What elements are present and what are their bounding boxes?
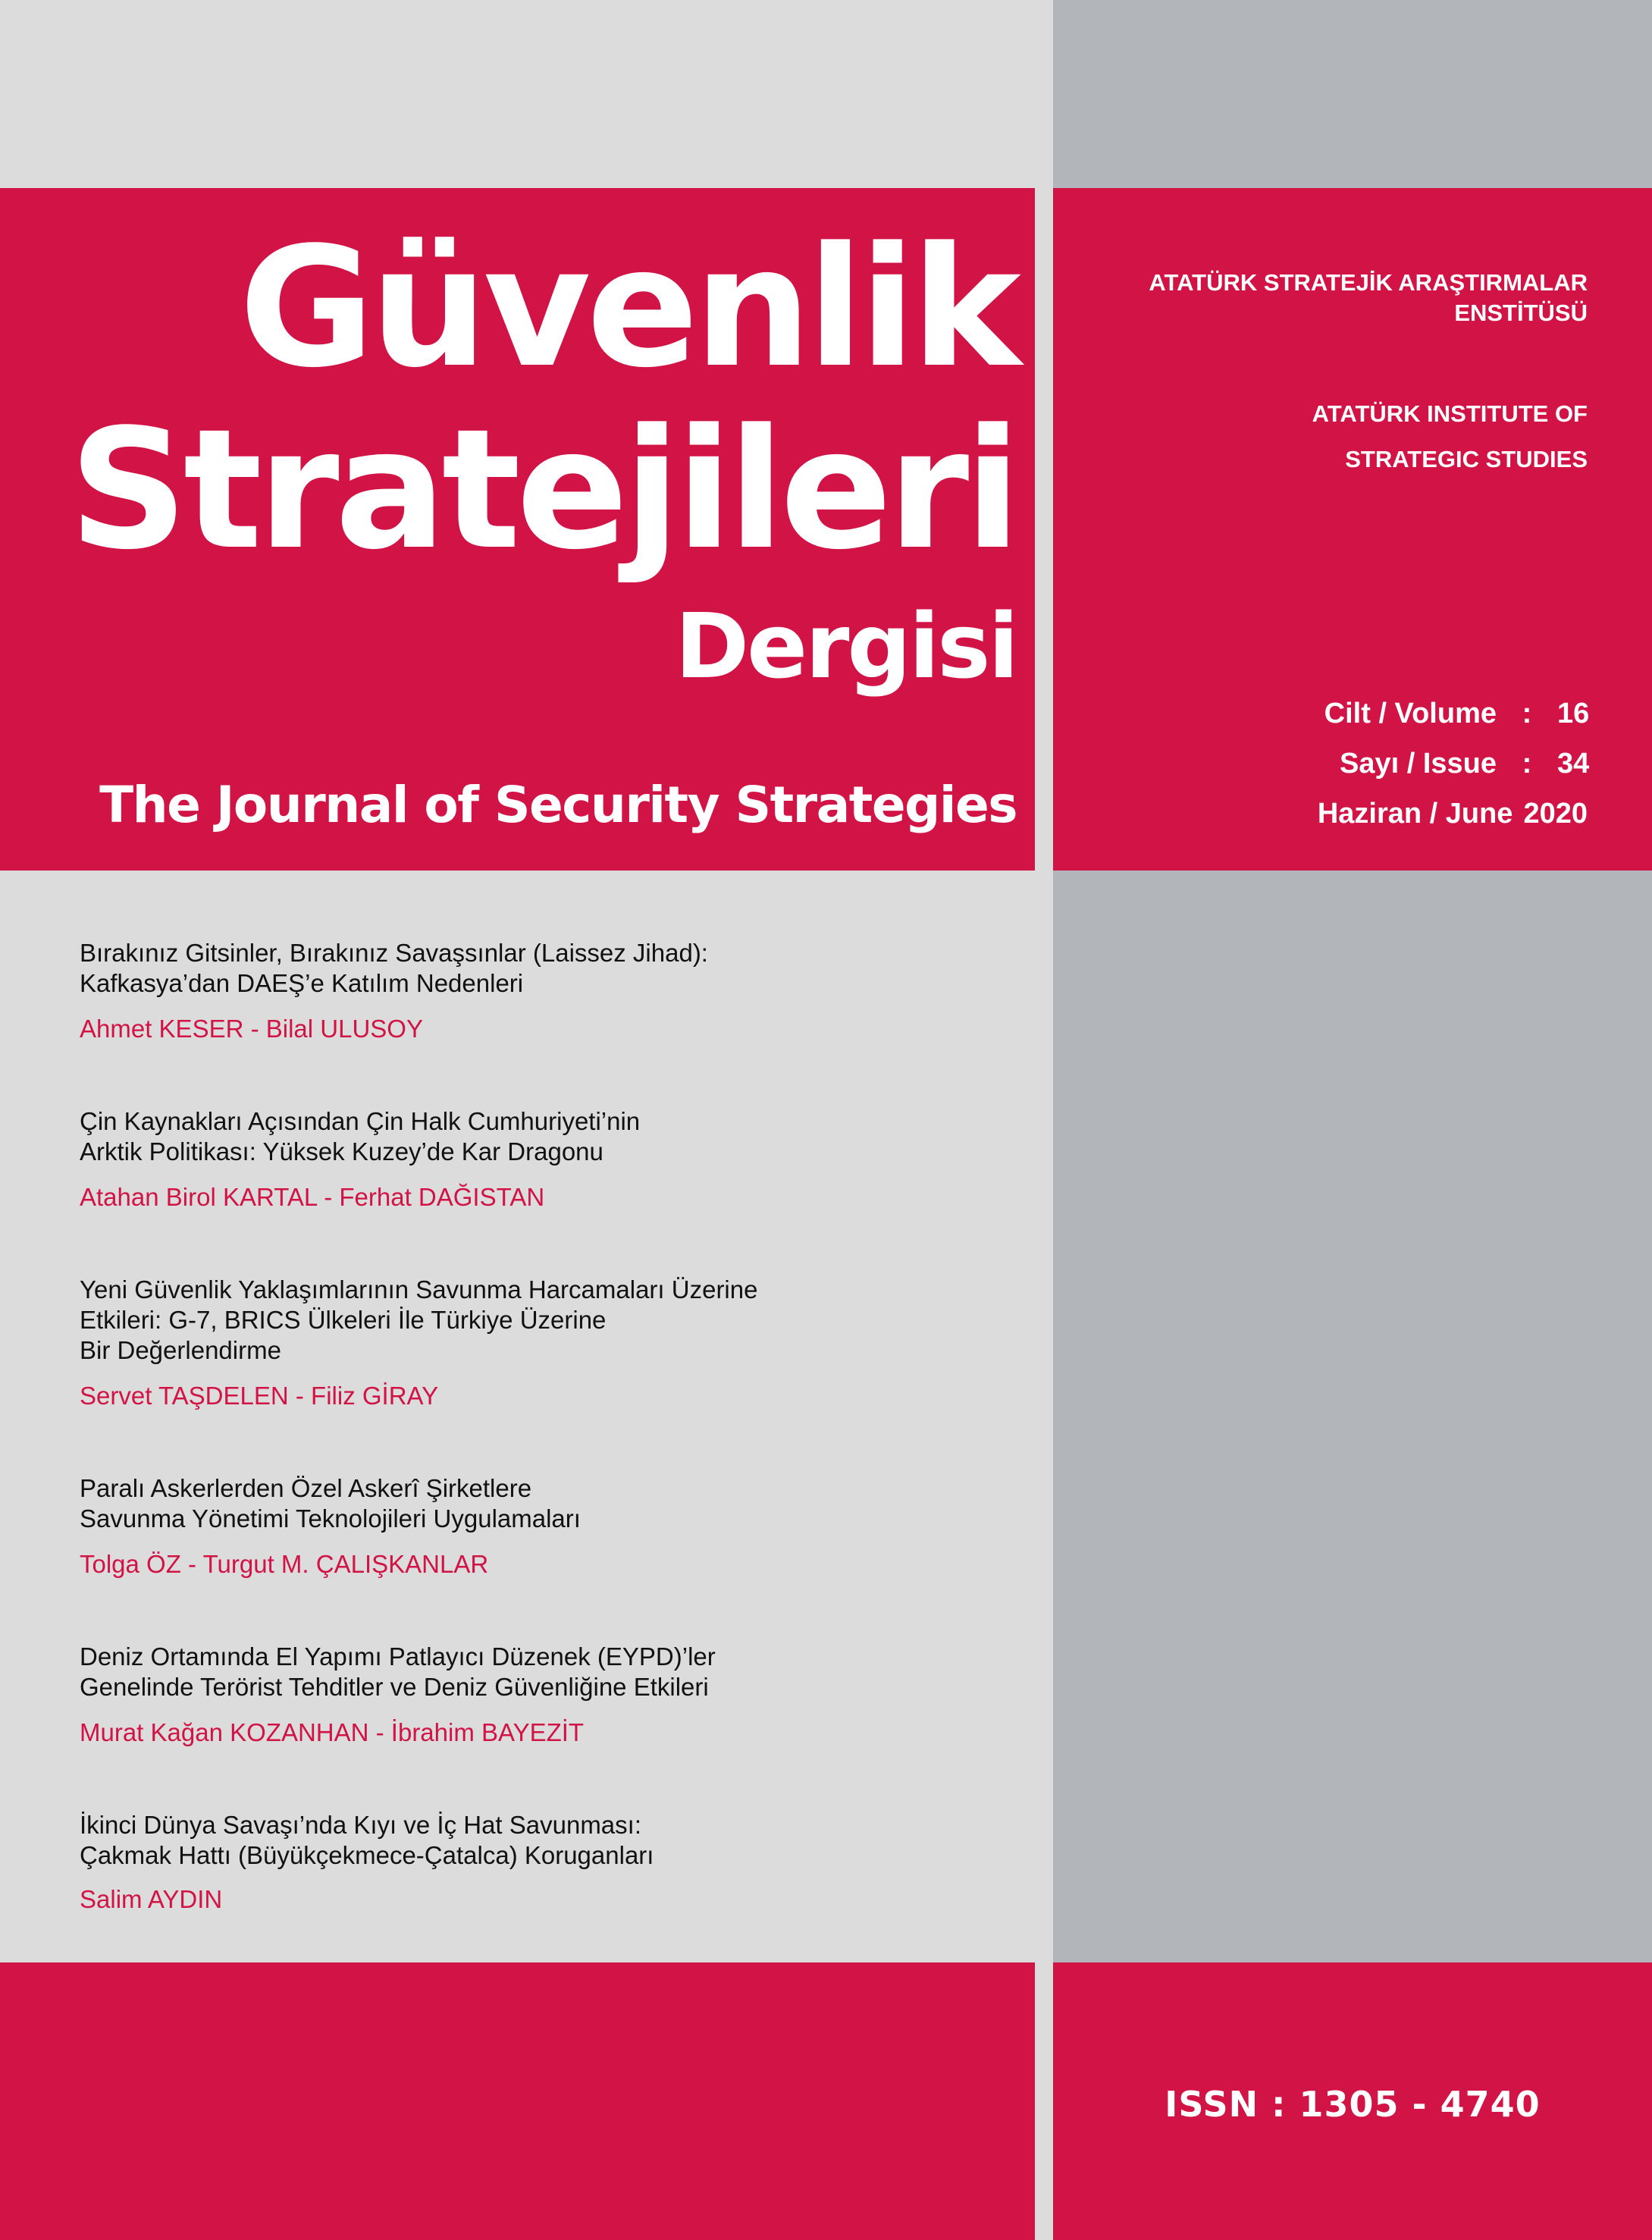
volume-separator: : [1522,697,1532,729]
institute-tr-line1: ATATÜRK STRATEJİK ARAŞTIRMALAR [1149,269,1588,296]
article-5 [80,1642,989,1810]
article-6 [80,1810,989,1915]
bottom-right-panel [1053,1962,1652,2240]
table-of-contents [80,938,989,1915]
institute-en-line1: ATATÜRK INSTITUTE OF [1312,400,1588,427]
volume-value: 16 [1557,697,1590,729]
article-title-line: Bir Değerlendirme [80,1336,281,1364]
article-title-line: Etkileri: G-7, BRICS Ülkeleri İle Türkiye Üzerine [80,1306,607,1334]
article-title-line: Kafkasya’dan DAEŞ’e Katılım Nedenleri [80,969,524,997]
article-title-line: Bırakınız Gitsinler, Bırakınız Savaşsınlar (Laissez Jihad): [80,939,708,967]
article-title-line: İkinci Dünya Savaşı’nda Kıyı ve İç Hat Savunması: [80,1811,642,1839]
institute-english [1312,391,1588,482]
journal-title-line3: Dergisi [675,594,1017,698]
article-authors: Servet TAŞDELEN - Filiz GİRAY [80,1382,439,1410]
article-authors: Ahmet KESER - Bilal ULUSOY [80,1015,423,1043]
title-panel [0,188,1035,871]
article-title-line: Genelinde Terörist Tehditler ve Deniz Güvenliğine Etkileri [80,1673,709,1701]
article-authors: Salim AYDIN [80,1885,223,1913]
institute-turkish [1149,268,1588,328]
journal-subtitle: The Journal of Security Strategies [99,776,1017,834]
date-value: 2020 [1523,797,1588,830]
issn-number: ISSN : 1305 - 4740 [1165,2084,1541,2125]
article-2 [80,1106,989,1275]
journal-title-line1: Güvenlik [239,212,1017,404]
bottom-left-panel [0,1962,1035,2240]
article-authors: Murat Kağan KOZANHAN - İbrahim BAYEZİT [80,1718,585,1746]
article-3 [80,1275,989,1473]
article-title-line: Paralı Askerlerden Özel Askerî Şirketlere [80,1474,532,1502]
article-4 [80,1473,989,1642]
volume-label: Cilt / Volume [1324,697,1497,729]
article-title-line: Çakmak Hattı (Büyükçekmece-Çatalca) Koruganları [80,1841,654,1869]
top-left-panel [0,0,1035,188]
article-title-line: Deniz Ortamında El Yapımı Patlayıcı Düzenek (EYPD)’ler [80,1642,716,1671]
article-title-line: Yeni Güvenlik Yaklaşımlarının Savunma Harcamaları Üzerine [80,1275,758,1304]
article-authors: Tolga ÖZ - Turgut M. ÇALIŞKANLAR [80,1550,489,1578]
issue-separator: : [1522,747,1532,780]
article-1 [80,938,989,1106]
issue-label: Sayı / Issue [1339,747,1497,780]
issue-row [1318,739,1588,789]
journal-title-line2: Stratejileri [68,394,1017,586]
institute-tr-line2: ENSTİTÜSÜ [1454,300,1588,326]
article-title-line: Arktik Politikası: Yüksek Kuzey’de Kar Dragonu [80,1137,603,1165]
date-row [1318,789,1588,839]
article-title-line: Çin Kaynakları Açısından Çin Halk Cumhuriyeti’nin [80,1107,641,1135]
volume-row [1318,689,1588,739]
article-title-line: Savunma Yönetimi Teknolojileri Uygulamaları [80,1504,581,1533]
article-authors: Atahan Birol KARTAL - Ferhat DAĞISTAN [80,1183,545,1211]
date-label: Haziran / June [1317,797,1513,830]
issue-value: 34 [1557,747,1590,780]
issue-meta [1318,689,1588,839]
info-panel [1053,188,1652,871]
institute-en-line2: STRATEGIC STUDIES [1345,446,1588,472]
